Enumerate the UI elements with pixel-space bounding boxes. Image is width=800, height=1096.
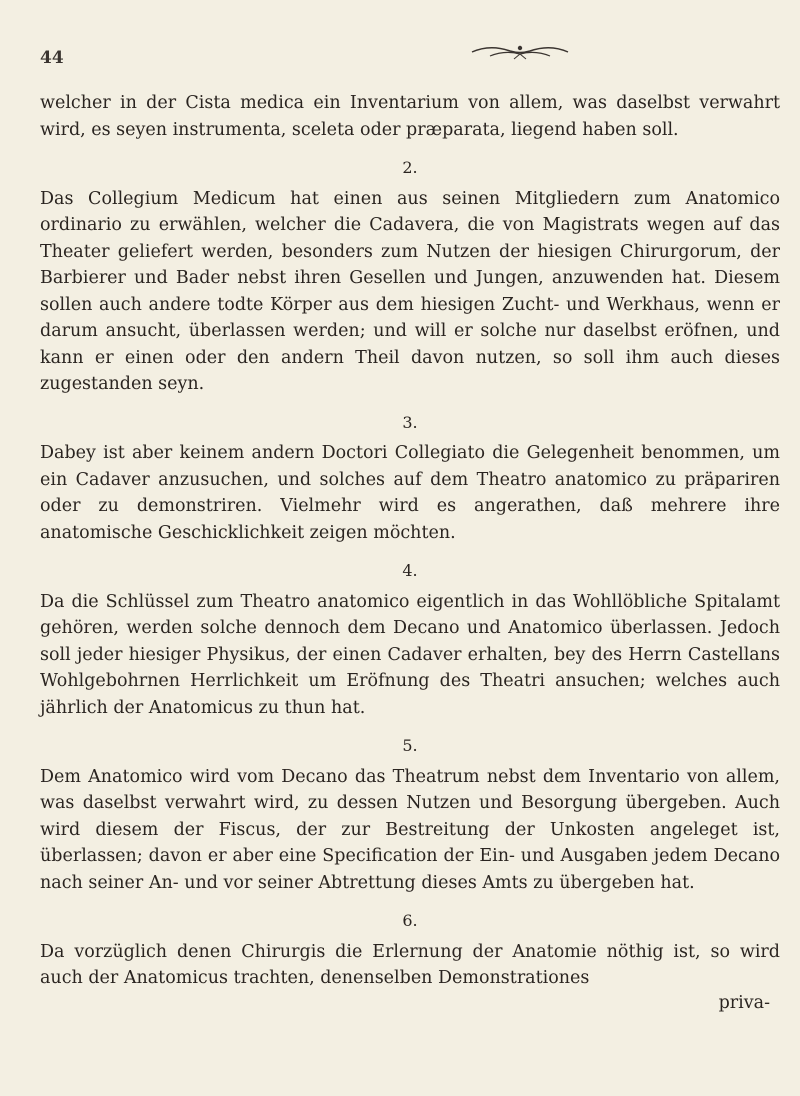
body-text (40, 90, 780, 1016)
paragraph-4-number: 4. (402, 561, 418, 580)
page-number: 44 (40, 48, 64, 68)
catchword: priva- (718, 992, 770, 1013)
paragraph-2-text: Das Collegium Medicum hat einen aus seinen Mitgliedern zum Anatomico ordinario zu erwählen, welcher die Cadavera, die von Magistrats wegen auf das Theater geliefert werden, besonders zum Nutzen der hiesigen Chirurgorum, der Barbierer und Bader nebst ihren Gesellen und Jungen, anzuwenden hat. Diesem sollen auch andere todte Körper aus dem hiesigen Zucht- und Werkhaus, wenn er darum ansucht, überlassen werden; und will er solche nur daselbst eröfnen, und kann er einen oder den andern Theil davon nutzen, so soll ihm auch dieses zugestanden seyn. (40, 188, 780, 394)
paragraph-6-text: Da vorzüglich denen Chirurgis die Erlernung der Anatomie nöthig ist, so wird auch der Anatomicus trachten, denenselben Demonstrationes (40, 941, 780, 988)
paragraph-5-text: Dem Anatomico wird vom Decano das Theatrum nebst dem Inventario von allem, was daselbst verwahrt wird, zu dessen Nutzen und Besorgung übergeben. Auch wird diesem der Fiscus, der zur Bestreitung der Unkosten angeleget ist, überlassen; davon er aber eine Specification der Ein- und Ausgaben jedem Decano nach seiner An- und vor seiner Abtrettung dieses Amts zu übergeben hat. (40, 766, 780, 893)
paragraph-4-text: Da die Schlüssel zum Theatro anatomico eigentlich in das Wohllöbliche Spitalamt gehören, werden solche dennoch dem Decano und Anatomico überlassen. Jedoch soll jeder hiesiger Physikus, der einen Cadaver erhalten, bey des Herrn Castellans Wohlgebohrnen Herrlichkeit um Eröfnung des Theatri ansuchen; welches auch jährlich der Anatomicus zu thun hat. (40, 591, 780, 718)
paragraph-1-text: welcher in der Cista medica ein Inventarium von allem, was daselbst verwahrt wird, es seyen instrumenta, sceleta oder præparata, liegend haben soll. (40, 93, 780, 140)
paragraph-3-text: Dabey ist aber keinem andern Doctori Collegiato die Gelegenheit benommen, um ein Cadaver anzusuchen, und solches auf dem Theatro anatomico zu präpariren oder zu demonstriren. Vielmehr wird es angerathen, daß mehrere ihre anatomische Geschicklichkeit zeigen möchten. (40, 443, 780, 543)
paragraph-5-number: 5. (402, 736, 418, 755)
paragraph-2-number: 2. (402, 158, 418, 177)
ornament-icon (470, 42, 570, 62)
paragraph-6-number: 6. (402, 911, 418, 930)
paragraph-3-number: 3. (402, 412, 418, 432)
